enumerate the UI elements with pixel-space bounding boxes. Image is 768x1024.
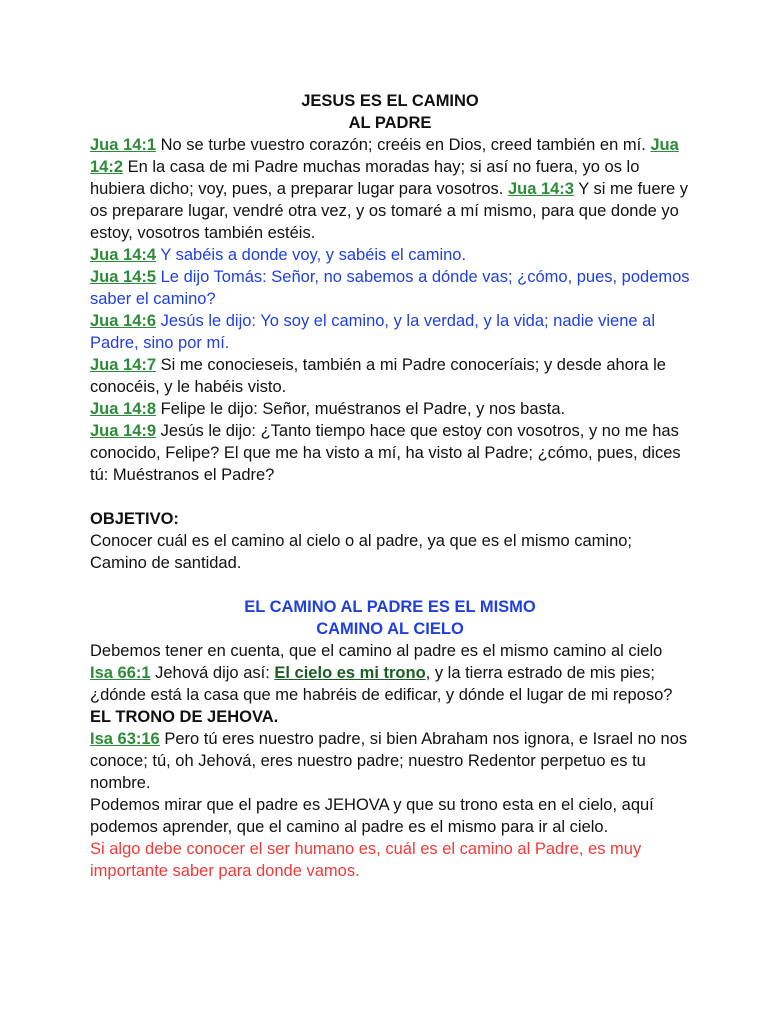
objective-text: Conocer cuál es el camino al cielo o al padre, ya que es el mismo camino; Camino de santidad.: [90, 532, 633, 572]
verse-emphasis: El cielo es mi trono: [274, 664, 426, 682]
verse-14-9: [90, 420, 690, 486]
document-title: [90, 90, 690, 134]
verse-14-7: [90, 354, 690, 398]
highlighted-conclusion: Si algo debe conocer el ser humano es, cuál es el camino al Padre, es muy importante saber para donde vamos.: [90, 840, 642, 880]
verse-text: Pero tú eres nuestro padre, si bien Abraham nos ignora, e Israel no nos conoce; tú, oh Jehová, eres nuestro padre; nuestro Redentor perpetuo es tu nombre.: [90, 730, 688, 792]
verse-ref-link[interactable]: Isa 66:1: [90, 664, 151, 682]
section-intro: Debemos tener en cuenta, que el camino al padre es el mismo camino al cielo: [90, 642, 663, 660]
verse-ref-link[interactable]: Jua 14:5: [90, 268, 157, 286]
verse-14-8: [90, 398, 690, 420]
verse-text: Y si me fuere y os preparare lugar, vendré otra vez, y os tomaré a mí mismo, para que donde yo estoy, vosotros también estéis.: [90, 180, 689, 242]
verse-14-5: [90, 266, 690, 310]
verse-text: En la casa de mi Padre muchas moradas hay; si así no fuera, yo os lo hubiera dicho; voy, pues, a preparar lugar para vosotros.: [90, 158, 640, 198]
verse-text: Jesús le dijo: ¿Tanto tiempo hace que estoy con vosotros, y no me has conocido, Felipe? El que me ha visto a mí, ha visto al Padre; ¿cómo, pues, dices tú: Muéstranos el Padre?: [90, 422, 681, 484]
verse-paragraph-1-3: [90, 134, 690, 244]
spacer: [90, 486, 690, 508]
verse-text: Le dijo Tomás: Señor, no sabemos a dónde vas; ¿cómo, pues, podemos saber el camino?: [90, 268, 690, 308]
verse-ref-link[interactable]: Jua 14:8: [90, 400, 157, 418]
verse-text: Si me conocieseis, también a mi Padre conoceríais; y desde ahora le conocéis, y le habéis visto.: [90, 356, 666, 396]
verse-text: Felipe le dijo: Señor, muéstranos el Padre, y nos basta.: [156, 400, 566, 418]
verse-ref-link[interactable]: Jua 14:4: [90, 246, 157, 264]
spacer: [90, 574, 690, 596]
verse-text: No se turbe vuestro corazón; creéis en Dios, creed también en mí.: [156, 136, 651, 154]
document-page: [90, 90, 690, 882]
verse-14-4: [90, 244, 690, 266]
verse-isa-66-1: [90, 662, 690, 706]
verse-text: , y la tierra estrado de mis pies; ¿dónde está la casa que me habréis de edificar, y dónde el lugar de mi reposo?: [90, 664, 673, 704]
verse-14-6: [90, 310, 690, 354]
verse-text: Jehová dijo así:: [150, 664, 275, 682]
verse-ref-link[interactable]: Jua 14:6: [90, 312, 157, 330]
verse-ref-link[interactable]: Jua 14:3: [507, 180, 574, 198]
explanation-paragraph: Podemos mirar que el padre es JEHOVA y que su trono esta en el cielo, aquí podemos aprender, que el camino al padre es el mismo para ir al cielo.: [90, 796, 654, 836]
verse-ref-link[interactable]: Jua 14:7: [90, 356, 157, 374]
verse-ref-link[interactable]: Jua 14:1: [90, 136, 157, 154]
verse-ref-link[interactable]: Jua 14:9: [90, 422, 157, 440]
verse-ref-link[interactable]: Jua 14:2: [90, 136, 679, 176]
section-heading-line-2: CAMINO AL CIELO: [316, 620, 464, 638]
verse-isa-63-16: [90, 728, 690, 794]
title-line-1: JESUS ES EL CAMINO: [301, 92, 479, 110]
verse-ref-link[interactable]: Isa 63:16: [90, 730, 160, 748]
section-heading: [90, 596, 690, 640]
verse-text: Y sabéis a donde voy, y sabéis el camino.: [156, 246, 467, 264]
section-heading-line-1: EL CAMINO AL PADRE ES EL MISMO: [244, 598, 536, 616]
objective-heading: OBJETIVO:: [90, 510, 179, 528]
title-line-2: AL PADRE: [348, 114, 432, 132]
throne-heading: EL TRONO DE JEHOVA.: [90, 708, 279, 726]
verse-text: Jesús le dijo: Yo soy el camino, y la verdad, y la vida; nadie viene al Padre, sino por mí.: [90, 312, 656, 352]
